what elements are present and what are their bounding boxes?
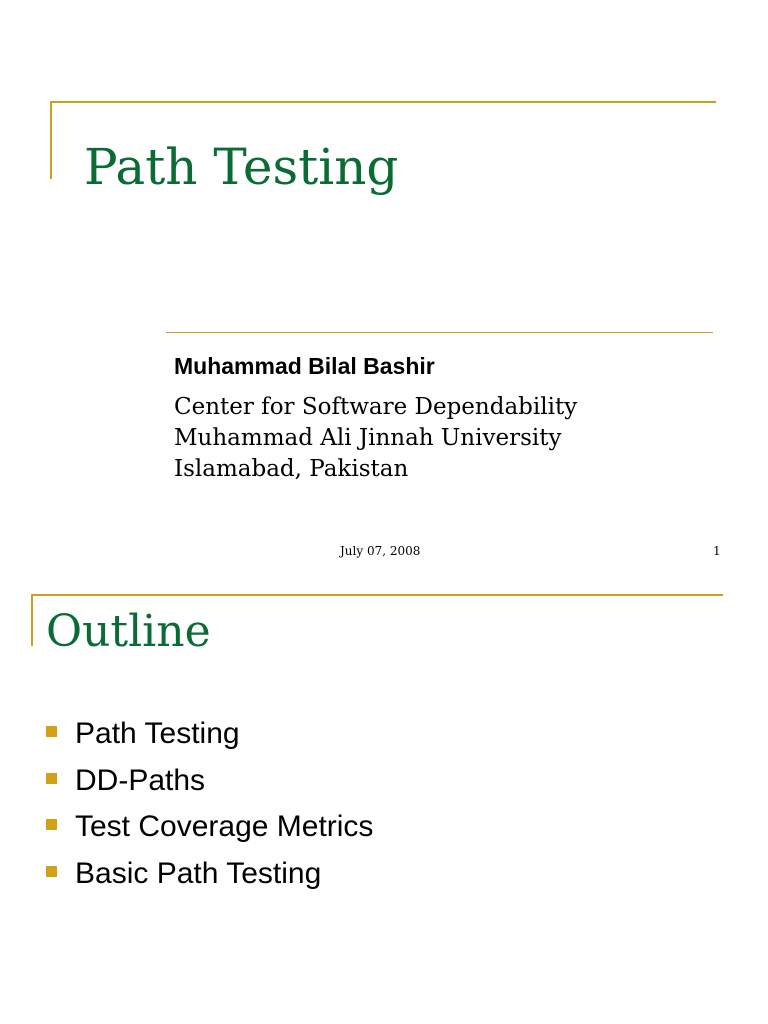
bullet-text: Path Testing: [75, 717, 240, 750]
list-item: [46, 856, 373, 903]
affiliation-line: Muhammad Ali Jinnah University: [174, 425, 562, 451]
slide-title: Path Testing: [84, 138, 399, 196]
slide-date: July 07, 2008: [340, 544, 421, 558]
outline-title: Outline: [46, 606, 211, 657]
affiliation-line: Islamabad, Pakistan: [174, 456, 409, 482]
outline-bullet-list: [46, 716, 373, 902]
author-name: Muhammad Bilal Bashir: [174, 353, 435, 379]
square-bullet-icon: [46, 866, 57, 877]
bullet-text: DD-Paths: [75, 763, 206, 797]
list-item: [46, 763, 373, 810]
affiliation-line: Center for Software Dependability: [174, 394, 578, 420]
left-gold-rule: [31, 594, 33, 646]
subtitle-divider-rule: [166, 332, 713, 333]
left-gold-rule: [50, 101, 52, 179]
top-gold-rule: [51, 101, 716, 103]
list-item: [46, 809, 373, 856]
top-gold-rule: [32, 594, 723, 596]
square-bullet-icon: [46, 773, 57, 784]
affiliation-block: [174, 392, 577, 485]
square-bullet-icon: [46, 819, 57, 830]
bullet-text: Basic Path Testing: [75, 856, 322, 890]
square-bullet-icon: [46, 726, 57, 737]
bullet-text: Test Coverage Metrics: [75, 810, 374, 843]
page-number: 1: [713, 544, 721, 558]
list-item: [46, 716, 373, 763]
